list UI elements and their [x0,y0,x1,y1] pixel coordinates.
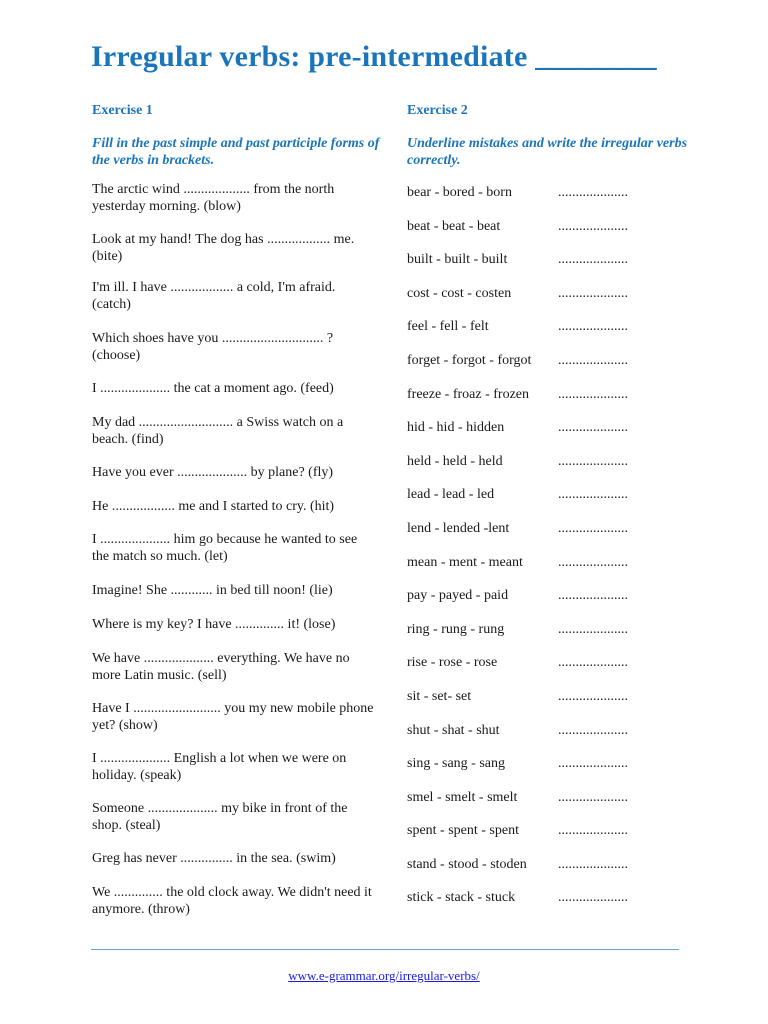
exercise-1-instruction: Fill in the past simple and past participle forms of the verbs in brackets. [92,136,380,168]
verb-forms: bear - bored - born [407,185,512,200]
verb-forms: ring - rung - rung [407,621,505,637]
verb-forms: hid - hid - hidden [407,420,505,436]
exercise-1-sentence: Have you ever .................... by plane? (fly) [92,465,334,480]
verb-row [407,386,667,420]
verb-forms: beat - beat - beat [407,218,501,234]
verb-row [407,184,667,218]
verb-forms: sit - set- set [407,688,472,704]
verb-forms: pay - payed - paid [407,588,509,604]
exercise-1-sentence: My dad ........................... a Swiss watch on a beach. (find) [92,415,344,447]
verb-row [407,419,667,453]
verb-forms: smel - smelt - smelt [407,789,518,805]
exercise-1-sentence: We have .................... everything. We have no more Latin music. (sell) [92,651,350,683]
answer-blank[interactable]: .................... [558,487,628,503]
verb-row [407,554,667,588]
verb-row [407,251,667,285]
footer-divider [91,949,679,950]
verb-row [407,218,667,252]
exercise-2-verb-list [407,184,667,923]
verb-row [407,856,667,890]
verb-row [407,722,667,756]
exercise-1-sentence: Imagine! She ............ in bed till noon! (lie) [92,583,333,598]
answer-blank[interactable]: .................... [558,789,628,805]
answer-blank[interactable]: .................... [558,185,628,200]
verb-forms: rise - rose - rose [407,655,498,671]
exercise-1-sentence: He .................. me and I started to cry. (hit) [92,499,335,514]
verb-forms: held - held - held [407,453,503,469]
verb-forms: spent - spent - spent [407,823,519,839]
verb-row [407,889,667,923]
answer-blank[interactable]: .................... [558,756,628,772]
verb-row [407,755,667,789]
verb-row [407,621,667,655]
answer-blank[interactable]: .................... [558,453,628,469]
exercise-1-sentence: We .............. the old clock away. We didn't need it anymore. (throw) [92,885,372,917]
page-title: Irregular verbs: pre-intermediate ________ [91,40,657,73]
answer-blank[interactable]: .................... [558,352,628,368]
exercise-1-sentence: Someone .................... my bike in front of the shop. (steal) [92,801,348,833]
verb-forms: shut - shat - shut [407,722,500,738]
verb-forms: lend - lended -lent [407,520,510,536]
answer-blank[interactable]: .................... [558,688,628,704]
answer-blank[interactable]: .................... [558,588,628,604]
verb-row [407,688,667,722]
answer-blank[interactable]: .................... [558,386,628,402]
verb-row [407,789,667,823]
verb-forms: sing - sang - sang [407,756,505,772]
verb-forms: forget - forgot - forgot [407,352,532,368]
exercise-1-sentence: Which shoes have you ............................. ? (choose) [92,331,334,363]
answer-blank[interactable]: .................... [558,252,628,268]
exercise-1-sentence: I .................... the cat a moment ago. (feed) [92,381,334,396]
exercise-1-heading: Exercise 1 [92,103,153,118]
exercise-2-heading: Exercise 2 [407,103,468,118]
answer-blank[interactable]: .................... [558,319,628,335]
verb-forms: feel - fell - felt [407,319,489,335]
verb-row [407,520,667,554]
exercise-2-instruction: Underline mistakes and write the irregular verbs correctly. [407,136,688,168]
exercise-1-sentence: Have I ......................... you my new mobile phone yet? (show) [92,701,374,733]
verb-forms: freeze - froaz - frozen [407,386,530,402]
verb-forms: stand - stood - stoden [407,856,527,872]
answer-blank[interactable]: .................... [558,420,628,436]
answer-blank[interactable]: .................... [558,856,628,872]
verb-row [407,486,667,520]
verb-row [407,453,667,487]
verb-row [407,318,667,352]
verb-forms: stick - stack - stuck [407,890,516,906]
answer-blank[interactable]: .................... [558,218,628,234]
verb-row [407,822,667,856]
verb-row [407,654,667,688]
exercise-1-sentence: I .................... him go because he wanted to see the match so much. (let) [92,532,358,564]
answer-blank[interactable]: .................... [558,285,628,301]
exercise-1-sentence: I'm ill. I have .................. a cold, I'm afraid. (catch) [92,280,336,312]
exercise-1-sentence: Look at my hand! The dog has .................. me. (bite) [92,232,355,264]
verb-row [407,352,667,386]
answer-blank[interactable]: .................... [558,554,628,570]
answer-blank[interactable]: .................... [558,823,628,839]
verb-row [407,285,667,319]
exercise-1-sentence: Where is my key? I have .............. it! (lose) [92,617,336,632]
verb-row [407,587,667,621]
footer-link[interactable]: www.e-grammar.org/irregular-verbs/ [288,968,480,983]
answer-blank[interactable]: .................... [558,655,628,671]
answer-blank[interactable]: .................... [558,890,628,906]
answer-blank[interactable]: .................... [558,722,628,738]
verb-forms: mean - ment - meant [407,554,523,570]
exercise-1-sentence: Greg has never ............... in the sea. (swim) [92,851,336,866]
verb-forms: cost - cost - costen [407,285,512,301]
answer-blank[interactable]: .................... [558,621,628,637]
answer-blank[interactable]: .................... [558,520,628,536]
exercise-1-sentence: The arctic wind ................... from the north yesterday morning. (blow) [92,182,335,214]
verb-forms: lead - lead - led [407,487,495,503]
exercise-1-sentence: I .................... English a lot when we were on holiday. (speak) [92,751,347,783]
verb-forms: built - built - built [407,252,508,268]
